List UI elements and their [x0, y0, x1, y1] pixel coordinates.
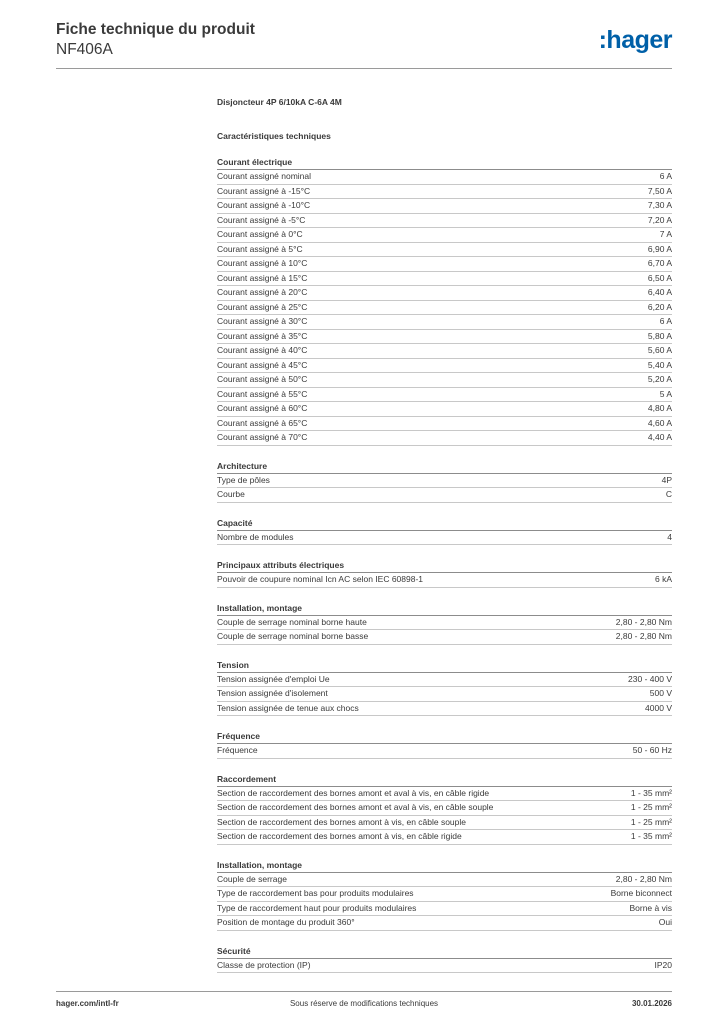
spec-row	[217, 431, 672, 446]
spec-value: 2,80 - 2,80 Nm	[615, 873, 672, 884]
spec-section	[217, 945, 672, 974]
spec-value: 6 A	[659, 171, 672, 181]
spec-value: 4P	[661, 474, 672, 485]
product-sheet-content	[217, 96, 672, 973]
spec-value: 1 - 35 mm²	[630, 831, 672, 841]
spec-row	[217, 887, 672, 902]
spec-section	[217, 156, 672, 446]
spec-value: Borne à vis	[629, 902, 672, 913]
section-title: Sécurité	[217, 945, 672, 959]
spec-row	[217, 214, 672, 229]
spec-value: 7,50 A	[647, 185, 672, 196]
spec-label: Section de raccordement des bornes amont à vis, en câble rigide	[217, 831, 462, 841]
spec-label: Tension assignée de tenue aux chocs	[217, 702, 359, 713]
spec-section	[217, 460, 672, 503]
spec-value: 1 - 25 mm²	[630, 816, 672, 827]
spec-value: 230 - 400 V	[628, 673, 672, 684]
spec-label: Pouvoir de coupure nominal Icn AC selon IEC 60898-1	[217, 574, 424, 584]
spec-label: Couple de serrage	[217, 873, 287, 884]
characteristics-title: Caractéristiques techniques	[217, 131, 331, 141]
spec-label: Courant assigné à 5°C	[217, 243, 303, 254]
section-title: Installation, montage	[217, 602, 672, 616]
spec-row	[217, 744, 672, 759]
spec-section	[217, 859, 672, 931]
spec-value: 1 - 25 mm²	[630, 802, 672, 812]
section-title: Installation, montage	[217, 859, 672, 873]
spec-value: 4	[667, 531, 672, 542]
spec-row	[217, 330, 672, 345]
spec-section	[217, 559, 672, 588]
spec-value: 5 A	[659, 388, 672, 399]
spec-label: Position de montage du produit 360°	[217, 917, 355, 927]
spec-value: 4000 V	[645, 702, 672, 713]
spec-row	[217, 830, 672, 845]
spec-row	[217, 673, 672, 688]
spec-label: Couple de serrage nominal borne haute	[217, 616, 367, 627]
spec-row	[217, 474, 672, 489]
spec-row	[217, 185, 672, 200]
footer-website[interactable]: hager.com/intl-fr	[56, 999, 119, 1008]
spec-label: Courant assigné à -15°C	[217, 185, 311, 196]
spec-value: 4,40 A	[647, 432, 672, 442]
spec-value: 6,70 A	[647, 258, 672, 268]
product-name: Disjoncteur 4P 6/10kA C-6A 4M	[217, 97, 342, 107]
spec-row	[217, 959, 672, 974]
spec-value: 6,20 A	[647, 301, 672, 312]
spec-row	[217, 573, 672, 588]
section-title: Tension	[217, 659, 672, 673]
spec-row	[217, 630, 672, 645]
spec-label: Type de pôles	[217, 474, 270, 485]
spec-label: Courbe	[217, 489, 245, 499]
section-title: Fréquence	[217, 730, 672, 744]
spec-value: 6,50 A	[647, 272, 672, 283]
spec-section	[217, 659, 672, 717]
section-title: Architecture	[217, 460, 672, 474]
spec-label: Courant assigné à -10°C	[217, 200, 311, 210]
spec-row	[217, 488, 672, 503]
header-divider	[56, 68, 672, 69]
spec-label: Courant assigné à 65°C	[217, 417, 308, 428]
spec-label: Section de raccordement des bornes amont et aval à vis, en câble souple	[217, 802, 494, 812]
spec-label: Section de raccordement des bornes amont à vis, en câble souple	[217, 816, 467, 827]
spec-label: Section de raccordement des bornes amont et aval à vis, en câble rigide	[217, 787, 490, 798]
section-title: Raccordement	[217, 773, 672, 787]
spec-value: 2,80 - 2,80 Nm	[615, 616, 672, 627]
section-title: Principaux attributs électriques	[217, 559, 672, 573]
spec-label: Courant assigné à 45°C	[217, 359, 308, 370]
spec-value: 6,40 A	[647, 287, 672, 297]
spec-row	[217, 257, 672, 272]
section-title: Capacité	[217, 517, 672, 531]
spec-label: Courant assigné à 70°C	[217, 432, 308, 442]
spec-value: 7,20 A	[647, 214, 672, 225]
spec-sections	[217, 156, 672, 973]
spec-row	[217, 702, 672, 717]
spec-value: IP20	[654, 959, 672, 970]
spec-label: Tension assignée d'emploi Ue	[217, 673, 330, 684]
spec-value: 7,30 A	[647, 200, 672, 210]
spec-row	[217, 531, 672, 546]
spec-row	[217, 170, 672, 185]
spec-label: Classe de protection (IP)	[217, 959, 311, 970]
spec-label: Courant assigné à 40°C	[217, 345, 308, 355]
spec-value: 500 V	[649, 688, 672, 698]
spec-row	[217, 359, 672, 374]
spec-row	[217, 388, 672, 403]
spec-label: Courant assigné à 10°C	[217, 258, 308, 268]
spec-value: Borne biconnect	[610, 888, 672, 898]
spec-label: Courant assigné à 50°C	[217, 374, 308, 384]
spec-row	[217, 687, 672, 702]
spec-row	[217, 301, 672, 316]
spec-row	[217, 787, 672, 802]
spec-value: 50 - 60 Hz	[632, 745, 672, 755]
spec-value: 4,60 A	[647, 417, 672, 428]
document-header	[56, 20, 672, 59]
spec-row	[217, 315, 672, 330]
hager-logo: :hager	[598, 26, 672, 54]
spec-label: Courant assigné à 55°C	[217, 388, 308, 399]
spec-row	[217, 816, 672, 831]
spec-label: Type de raccordement bas pour produits modulaires	[217, 888, 414, 898]
spec-label: Tension assignée d'isolement	[217, 688, 328, 698]
spec-row	[217, 402, 672, 417]
product-reference: NF406A	[56, 41, 113, 58]
spec-value: 1 - 35 mm²	[630, 787, 672, 798]
spec-value: C	[665, 489, 672, 499]
spec-value: Oui	[658, 917, 672, 927]
spec-row	[217, 344, 672, 359]
spec-value: 5,80 A	[647, 330, 672, 341]
spec-value: 5,20 A	[647, 374, 672, 384]
spec-label: Nombre de modules	[217, 531, 294, 542]
spec-row	[217, 616, 672, 631]
section-title: Courant électrique	[217, 156, 672, 170]
spec-section	[217, 517, 672, 546]
spec-value: 5,60 A	[647, 345, 672, 355]
footer-date: 30.01.2026	[631, 999, 672, 1008]
spec-row	[217, 199, 672, 214]
spec-value: 6 A	[659, 316, 672, 326]
spec-row	[217, 873, 672, 888]
spec-value: 6 kA	[654, 574, 672, 584]
spec-row	[217, 801, 672, 816]
spec-value: 2,80 - 2,80 Nm	[615, 631, 672, 641]
spec-label: Type de raccordement haut pour produits modulaires	[217, 902, 417, 913]
footer-disclaimer: Sous réserve de modifications techniques	[289, 999, 439, 1008]
spec-label: Courant assigné à 25°C	[217, 301, 308, 312]
spec-row	[217, 228, 672, 243]
spec-label: Fréquence	[217, 745, 258, 755]
spec-section	[217, 773, 672, 845]
spec-row	[217, 286, 672, 301]
spec-label: Courant assigné à 0°C	[217, 229, 303, 239]
spec-value: 6,90 A	[647, 243, 672, 254]
spec-label: Courant assigné à 60°C	[217, 403, 308, 413]
spec-label: Courant assigné à -5°C	[217, 214, 306, 225]
spec-label: Courant assigné à 30°C	[217, 316, 308, 326]
spec-label: Couple de serrage nominal borne basse	[217, 631, 369, 641]
spec-section	[217, 730, 672, 759]
spec-label: Courant assigné à 20°C	[217, 287, 308, 297]
spec-value: 4,80 A	[647, 403, 672, 413]
spec-row	[217, 417, 672, 432]
footer-divider	[56, 991, 672, 992]
spec-row	[217, 902, 672, 917]
spec-section	[217, 602, 672, 645]
spec-row	[217, 916, 672, 931]
spec-row	[217, 373, 672, 388]
spec-row	[217, 243, 672, 258]
spec-label: Courant assigné à 15°C	[217, 272, 308, 283]
spec-label: Courant assigné nominal	[217, 171, 312, 181]
spec-value: 5,40 A	[647, 359, 672, 370]
spec-label: Courant assigné à 35°C	[217, 330, 308, 341]
spec-row	[217, 272, 672, 287]
page-title: Fiche technique du produit	[56, 21, 255, 38]
spec-value: 7 A	[659, 229, 672, 239]
